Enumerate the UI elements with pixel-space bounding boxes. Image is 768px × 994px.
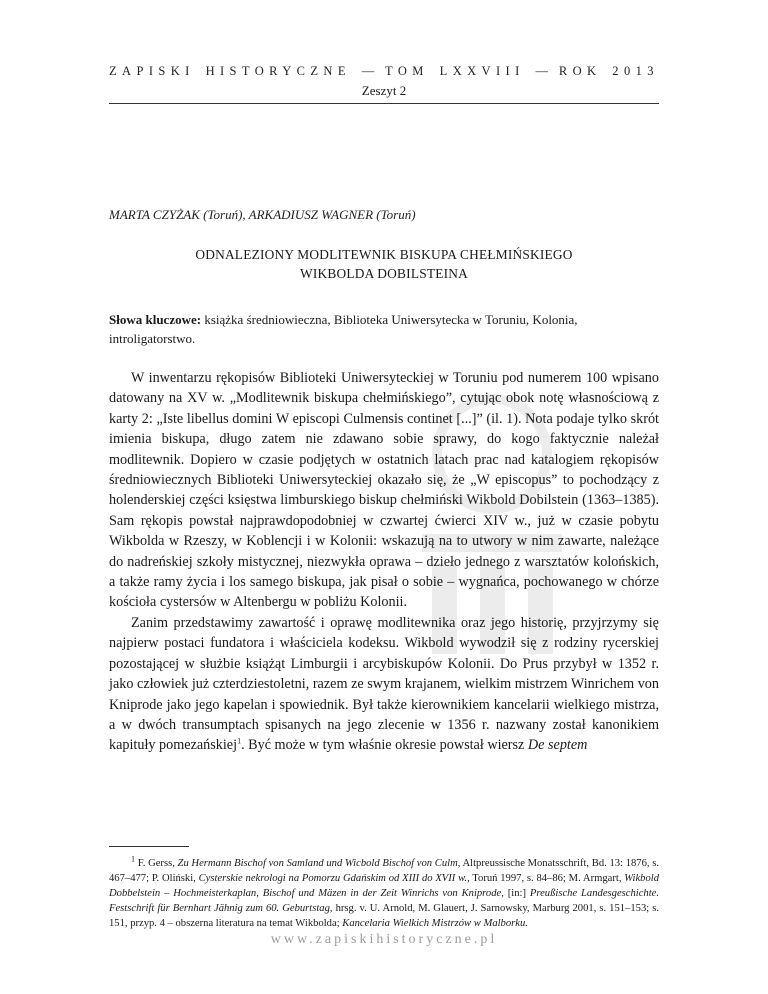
footnote-divider [109,846,189,847]
header-divider [109,103,659,104]
keywords-label: Słowa kluczowe: [109,312,202,327]
journal-running-head [109,64,659,79]
article-body [109,368,659,756]
keywords-text: książka średniowieczna, Biblioteka Uniwersytecka w Toruniu, Kolonia, introligatorstwo. [109,312,578,346]
footnote-text: , [in:] [501,888,530,899]
footnote-text: F. Gerss, [135,858,178,869]
footnote-text: , Toruń 1997, s. 84–86; M. Armgart, [467,873,625,884]
italic-title: De septem [527,737,588,754]
footnote-italic: Wikbold Dobbelstein – Hochmeisterkaplan, Bischof und Mäzen in der Zeit Winrichs von Kniprode [109,873,659,899]
article-title [109,245,659,283]
header-word: 2013 [612,64,659,78]
header-word: — [361,64,375,78]
footnote-italic: Cysterskie nekrologi na Pomorzu Gdańskim od XIII do XVII w. [198,873,468,884]
body-paragraph [109,613,659,756]
footnote-italic: Kancelaria Wielkich Mistrzów w Malborku. [342,918,528,929]
title-line-2: WIKBOLDA DOBILSTEINA [299,266,468,281]
footnote-italic: Preußische Landesgeschichte. Festschrift für Bernhart Jähnig zum 60. Geburtstag [109,888,660,914]
header-word: TOM [385,64,429,78]
footnote-reference[interactable]: 1 [237,736,242,746]
header-word: ZAPISKI [109,64,195,78]
article-authors: MARTA CZYŻAK (Toruń), ARKADIUSZ WAGNER (Toruń) [109,207,416,222]
footnote-number: 1 [131,854,135,864]
header-word: HISTORYCZNE [205,64,351,78]
header-word: — [535,64,549,78]
footnote-text: , Altpreussische Monatsschrift, Bd. 13: 1876, s. 467–477; P. Oliński, [109,858,659,884]
footnote-text: , hrsg. v. U. Arnold, M. Glauert, J. Sarnowsky, Marburg 2001, s. 151–153; s. 151, przyp. 4 – obszerna literatura na temat Wikbolda; [109,903,659,929]
footnote [109,856,659,931]
website-link[interactable]: www.zapiskihistoryczne.pl [270,932,498,947]
paragraph-text: Zanim przedstawimy zawartość i oprawę modlitewnika oraz jego historię, przyjrzymy się najpierw postaci fundatora i właściciela kodeksu. Wikbold wywodził się z rodziny rycerskiej pozostającej w służbie książąt Limburgii i arcybiskupów Kolonii. Do Prus przybył w 1352 r. jako człowiek już czterdziestoletni, razem ze swym krajanem, wielkim mistrzem Winrichem von Kniprode jako jego kapelan i spowiednik. Był także kierownikiem kancelarii wielkiego mistrza, a w dwóch transumptach spisanych na jego zlecenie w 1356 r. nazwany został kanonikiem kapituły pomezańskiej [109,614,659,754]
header-word: ROK [558,64,602,78]
footnote-italic: Zu Hermann Bischof von Samland und Wicbold Bischof von Culm [177,858,458,869]
header-word: LXXVIII [439,64,525,78]
title-line-1: ODNALEZIONY MODLITEWNIK BISKUPA CHEŁMIŃSKIEGO [195,247,573,262]
paragraph-text: . Być może w tym właśnie okresie powstał wiersz [241,737,528,754]
issue-label: Zeszyt 2 [361,83,407,98]
body-paragraph: W inwentarzu rękopisów Biblioteki Uniwersyteckiej w Toruniu pod numerem 100 wpisano datowany na XV w. „Modlitewnik biskupa chełmińskiego”, cytując obok notę własnościową z karty 2: „Iste libellus domini W episcopi Culmensis continet [...]” (il. 1). Nota podaje tylko skrót imienia biskupa, długo zatem nie zdawano sobie sprawy, do kogo faktycznie należał modlitewnik. Dopiero w czasie podjętych w ostatnich latach prac nad katalogiem rękopisów średniowiecznych Biblioteki Uniwersyteckiej okazało się, że „W episcopus” to pochodzący z holenderskiej części księstwa limburskiego biskup chełmiński Wikbold Dobilstein (1363–1385). Sam rękopis powstał najprawdopodobniej w czwartej ćwierci XIV w., już w czasie pobytu Wikbolda w Rzeszy, w Koblencji i w Kolonii: wskazują na to utwory w nim zawarte, należące do nadreńskiej szkoły mistycznej, niezwykła oprawa – dzieło jednego z warsztatów kolońskich, a także ramy życia i los samego biskupa, jak pisał o sobie – wygnańca, pochowanego w chórze kościoła cystersów w Altenbergu w pobliżu Kolonii. [109,370,659,611]
keywords [109,311,659,348]
journal-header [109,64,659,99]
